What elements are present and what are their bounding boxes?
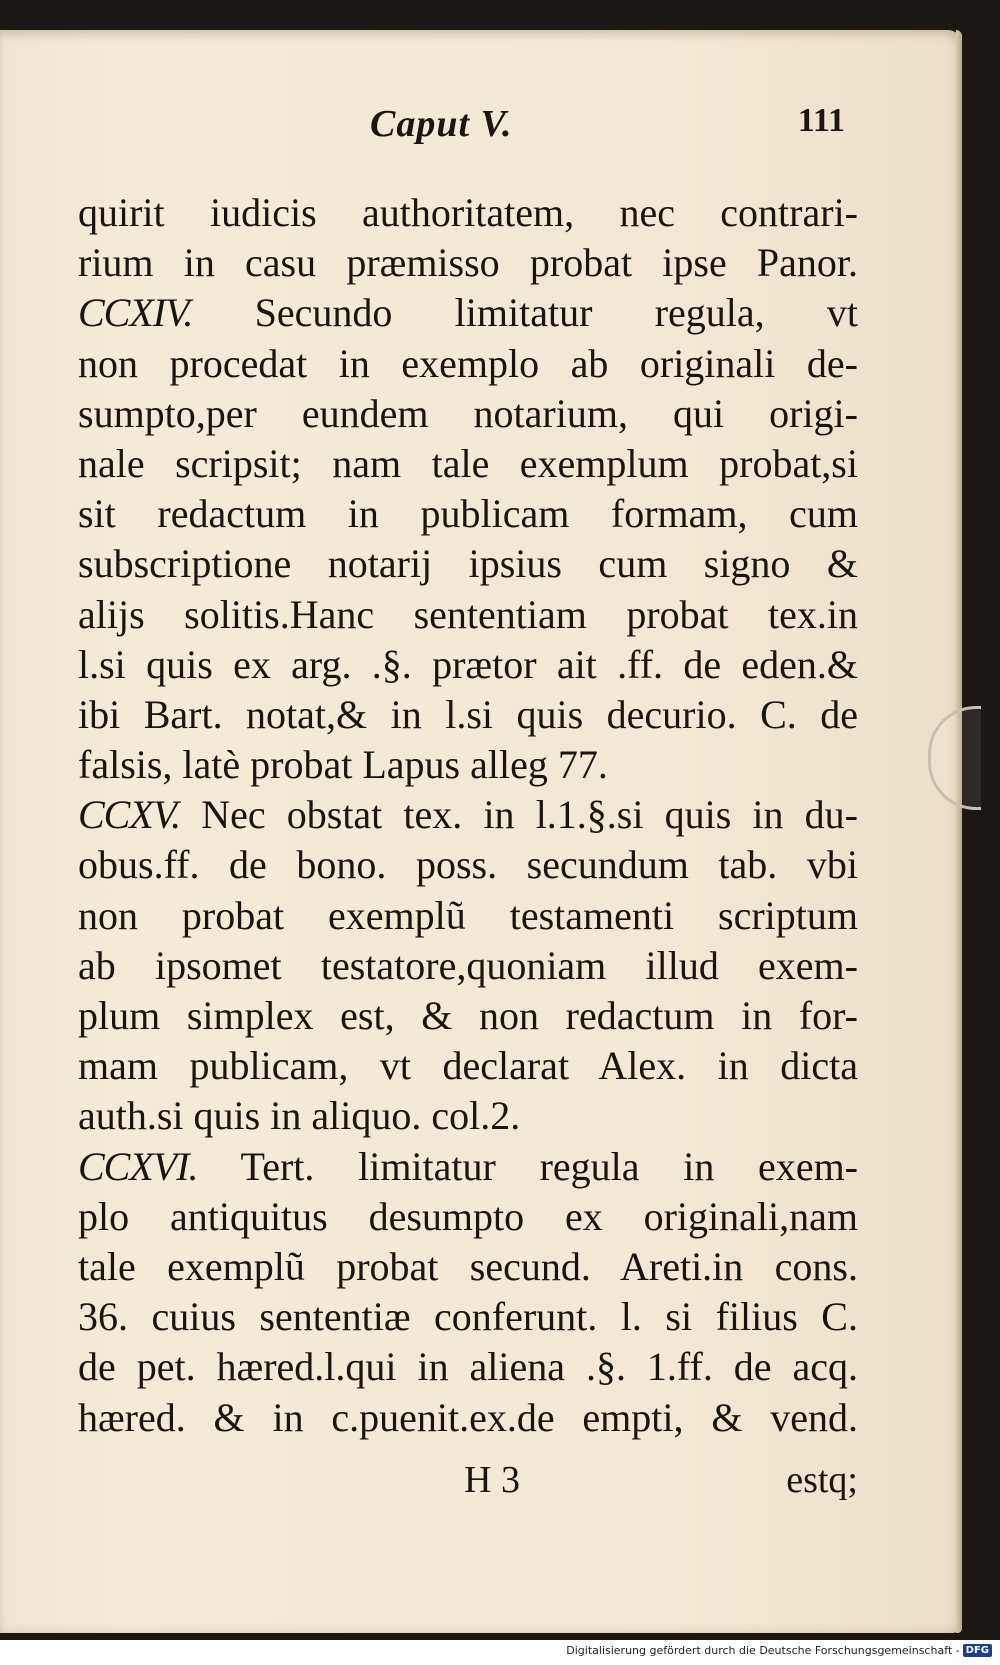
text-line: sit redactum in publicam formam, cum (78, 491, 858, 537)
paragraph-number: CCXVI. (78, 1143, 198, 1189)
credit-bar (0, 1640, 1000, 1665)
book-page (0, 30, 962, 1633)
digitization-credit (566, 1644, 992, 1657)
paragraph-number: CCXV. (78, 792, 181, 838)
text-line: ab ipsomet testatore,quoniam illud exem- (78, 942, 858, 988)
text-line: quirit iudicis authoritatem, nec contrari- (78, 190, 858, 235)
dfg-logo-icon: DFG (963, 1644, 992, 1657)
text-line: non procedat in exemplo ab originali de- (78, 340, 858, 386)
text-line: alijs solitis.Hanc sententiam probat tex.in (78, 591, 858, 637)
text-line: hæred. & in c.puenit.ex.de empti, & vend. (78, 1394, 858, 1440)
text-line: 36. cuius sententiæ conferunt. l. si filius C. (78, 1294, 858, 1340)
text-line: sumpto,per eundem notarium, qui origi- (78, 390, 858, 436)
text-line: non probat exemplũ testamenti scriptum (78, 892, 858, 938)
paragraph-number: CCXIV. (78, 290, 193, 336)
page-footer (78, 1458, 858, 1508)
paragraph-start: Secundo limitatur regula, vt (254, 290, 859, 336)
text-line: rium in casu præmisso probat ipse Panor. (78, 240, 858, 286)
text-line: mam publicam, vt declarat Alex. in dicta (78, 1043, 858, 1089)
text-line: plum simplex est, & non redactum in for- (78, 993, 858, 1038)
page-header (80, 102, 845, 152)
running-title: Caput V. (370, 103, 513, 145)
body-text (78, 188, 858, 1443)
page-edge (956, 30, 962, 1633)
signature-mark: H 3 (464, 1459, 520, 1501)
text-line: l.si quis ex arg. .§. prætor ait .ff. de eden.& (78, 641, 858, 687)
paragraph-start: Tert. limitatur regula in exem- (240, 1143, 858, 1189)
text-line: plo antiquitus desumpto ex originali,nam (78, 1193, 858, 1239)
text-line (78, 790, 858, 840)
text-line (78, 1142, 858, 1192)
catchword: estq; (786, 1459, 858, 1501)
text-line (78, 288, 858, 338)
paragraph-start: Nec obstat tex. in l.1.§.si quis in du- (201, 792, 859, 838)
text-line: tale exemplũ probat secund. Areti.in cons. (78, 1243, 858, 1289)
text-line: auth.si quis in aliquo. col.2. (78, 1093, 521, 1139)
credit-text: Digitalisierung gefördert durch die Deutsche Forschungsgemeinschaft - (566, 1644, 960, 1657)
text-line: subscriptione notarij ipsius cum signo & (78, 541, 858, 587)
text-line: ibi Bart. notat,& in l.si quis decurio. C. de (78, 691, 858, 737)
text-line: obus.ff. de bono. poss. secundum tab. vbi (78, 842, 858, 888)
text-line: nale scripsit; nam tale exemplum probat,si (78, 440, 858, 486)
page-number: 111 (797, 102, 845, 139)
text-line: falsis, latè probat Lapus alleg 77. (78, 742, 608, 788)
text-line: de pet. hæred.l.qui in aliena .§. 1.ff. de acq. (78, 1344, 858, 1390)
